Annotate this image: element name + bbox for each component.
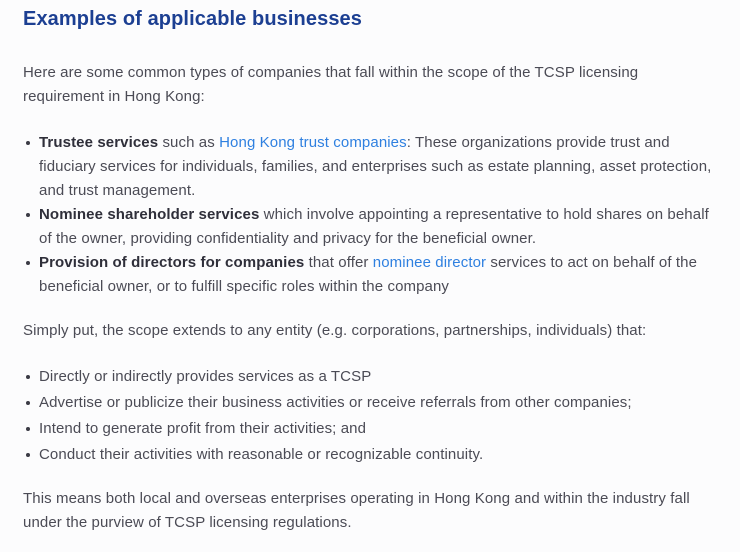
list-item-trustee-services — [39, 131, 717, 203]
list-item-criterion: Advertise or publicize their business activities or receive referrals from other companies; — [39, 391, 717, 415]
intro-paragraph: Here are some common types of companies that fall within the scope of the TCSP licensing requirement in Hong Kong: — [23, 64, 639, 105]
page-title: Examples of applicable businesses — [23, 8, 362, 30]
nominee-director-link[interactable]: nominee director — [372, 254, 487, 271]
item-text: : These organizations provide trust and fiduciary services for individuals, families, and enterprises such as estate planning, asset protection, and trust management. — [39, 134, 712, 199]
conclusion-paragraph: This means both local and overseas enterprises operating in Hong Kong and within the industry fall under the purview of TCSP licensing regulations. — [23, 490, 690, 531]
item-lead-provision-of-directors: Provision of directors for companies — [39, 254, 305, 271]
business-types-list — [23, 131, 717, 299]
item-text: services to act on behalf of the beneficial owner, or to fulfill specific roles within the company — [39, 254, 698, 295]
list-item-criterion: Conduct their activities with reasonable or recognizable continuity. — [39, 443, 717, 467]
list-item-criterion: Directly or indirectly provides services as a TCSP — [39, 365, 717, 389]
item-text: such as — [158, 134, 220, 151]
criteria-list — [23, 365, 717, 467]
trust-companies-link[interactable]: Hong Kong trust companies — [219, 134, 407, 151]
list-item-nominee-shareholder — [39, 203, 717, 251]
list-item-provision-of-directors — [39, 251, 717, 299]
item-text: that offer — [304, 254, 373, 271]
scope-paragraph: Simply put, the scope extends to any entity (e.g. corporations, partnerships, individuals) that: — [23, 322, 647, 339]
item-text: which involve appointing a representative to hold shares on behalf of the owner, providing confidentiality and privacy for the beneficial owner. — [39, 206, 709, 247]
item-lead-trustee-services: Trustee services — [39, 134, 159, 151]
item-lead-nominee-shareholder: Nominee shareholder services — [39, 206, 260, 223]
list-item-criterion: Intend to generate profit from their activities; and — [39, 417, 717, 441]
